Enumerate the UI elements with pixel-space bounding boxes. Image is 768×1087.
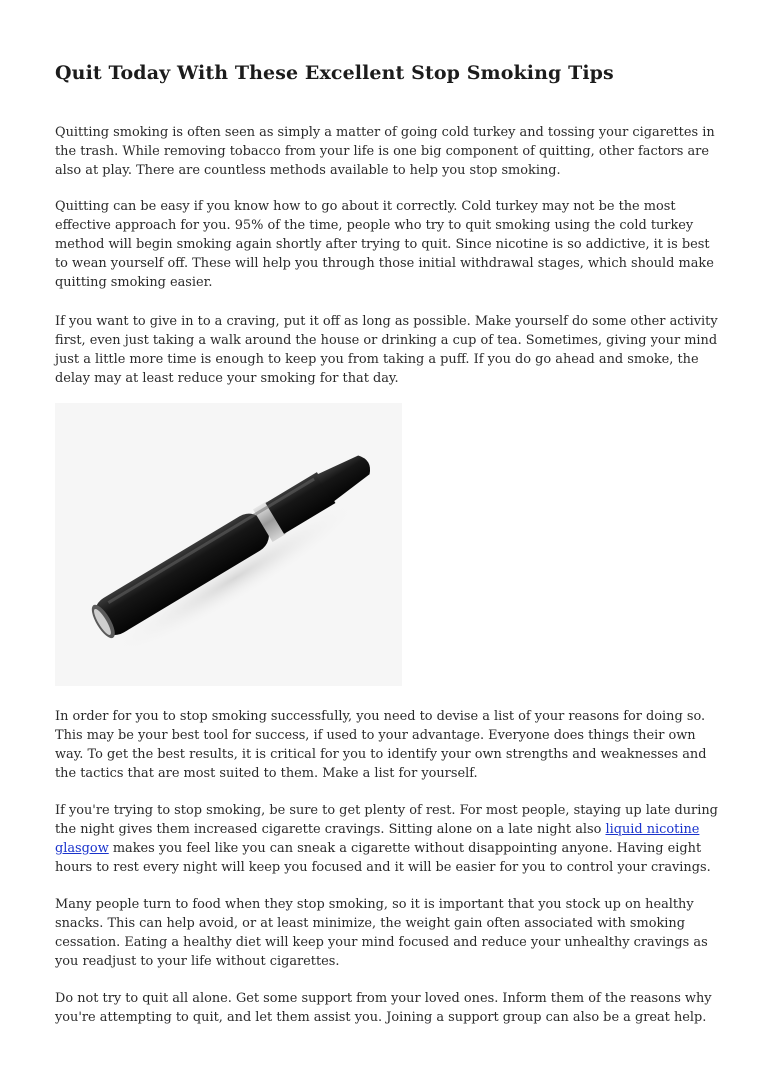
- paragraph-reasons-list: In order for you to stop smoking successfully, you need to devise a list of your reasons for doing so. This may be your best tool for success, if used to your advantage. Everyone does things their own way. To get the best results, it is critical for you to identify your own strengths and weaknesses and the tactics that are most suited to them. Make a list for yourself.: [55, 709, 707, 781]
- paragraph-intro: Quitting smoking is often seen as simply a matter of going cold turkey and tossing your cigarettes in the trash. While removing tobacco from your life is one big component of quitting, other factors are also at play. There are countless methods available to help you stop smoking.: [55, 125, 715, 178]
- paragraph-support: Do not try to quit all alone. Get some support from your loved ones. Inform them of the reasons why you're attempting to quit, and let them assist you. Joining a support group can also be a great help.: [55, 991, 712, 1025]
- paragraph-cold-turkey: Quitting can be easy if you know how to go about it correctly. Cold turkey may not be the most effective approach for you. 95% of the time, people who try to quit smoking using the cold turkey method will begin smoking again shortly after trying to quit. Since nicotine is so addictive, it is best to wean yourself off. These will help you through those initial withdrawal stages, which should make quitting smoking easier.: [55, 199, 714, 290]
- paragraph-healthy-snacks: Many people turn to food when they stop smoking, so it is important that you stock up on healthy snacks. This can help avoid, or at least minimize, the weight gain often associated with smoking cessation. Eating a healthy diet will keep your mind focused and reduce your unhealthy cravings as you readjust to your life without cigarettes.: [55, 897, 708, 969]
- paragraph-rest: [55, 801, 720, 877]
- paragraph-rest-text-before: If you're trying to stop smoking, be sure to get plenty of rest. For most people, staying up late during the night gives them increased cigarette cravings. Sitting alone on a late night also: [55, 803, 718, 837]
- page-title: Quit Today With These Excellent Stop Smoking Tips: [55, 62, 614, 84]
- liquid-nicotine-link[interactable]: liquid nicotine glasgow: [55, 822, 700, 856]
- paragraph-craving: If you want to give in to a craving, put it off as long as possible. Make yourself do some other activity first, even just taking a walk around the house or drinking a cup of tea. Sometimes, giving your mind just a little more time is enough to keep you from taking a puff. If you do go ahead and smoke, the delay may at least reduce your smoking for that day.: [55, 314, 718, 386]
- e-cigarette-photo: [55, 403, 402, 686]
- paragraph-rest-text-after: makes you feel like you can sneak a cigarette without disappointing anyone. Having eight hours to rest every night will keep you focused and it will be easier for you to control your cravings.: [55, 841, 711, 875]
- e-cigarette-icon: [55, 403, 402, 686]
